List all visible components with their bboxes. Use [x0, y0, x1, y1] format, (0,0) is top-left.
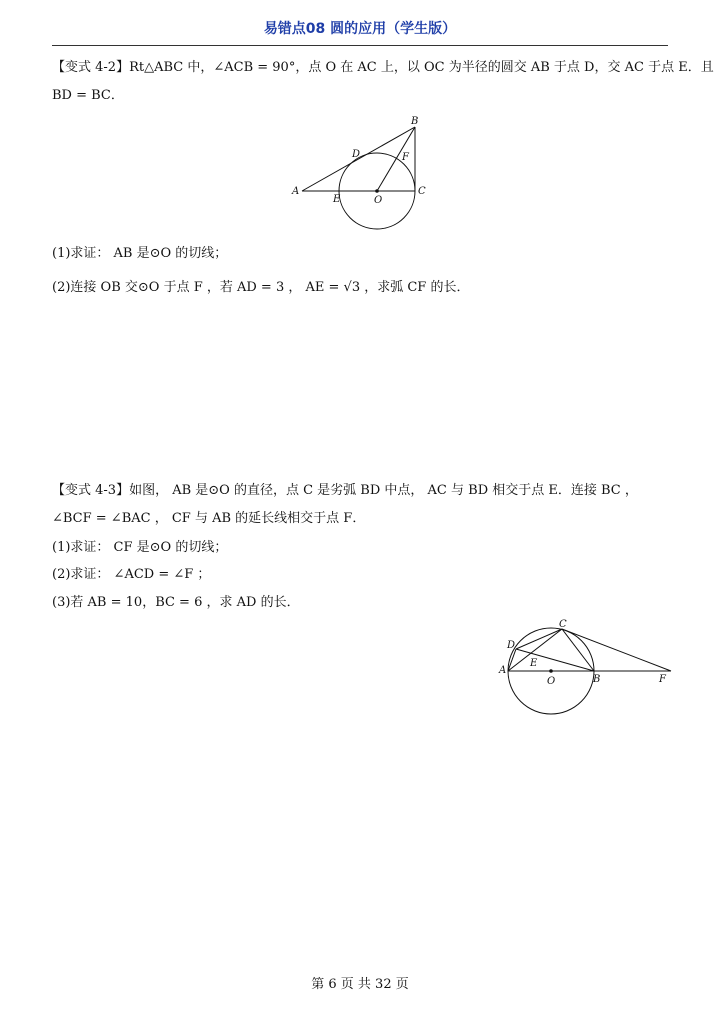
center-point-o: [375, 189, 379, 193]
label-o: O: [374, 195, 383, 206]
label-a: A: [292, 186, 300, 197]
label-d: D: [352, 149, 361, 160]
label-c: C: [559, 619, 567, 630]
problem-43-statement-line1: 【变式 4-3】如图， AB 是⊙O 的直径，点 C 是劣弧 BD 中点， AC 与 BD 相交于点 E．连接 BC ，: [52, 483, 638, 498]
label-f: F: [659, 674, 666, 685]
segment-bd: [516, 649, 594, 671]
label-f: F: [402, 152, 409, 163]
label-c: C: [418, 186, 426, 197]
label-o: O: [547, 676, 556, 687]
problem-43-question-2: (2)求证： ∠ACD = ∠F ；: [52, 567, 211, 582]
center-point-o: [549, 669, 553, 673]
page-header-title: 易错点08 圆的应用（学生版）: [263, 21, 457, 37]
problem-42-question-1: (1)求证： AB 是⊙O 的切线；: [52, 246, 228, 261]
problem-43-statement-line2: ∠BCF = ∠BAC ， CF 与 AB 的延长线相交于点 F．: [52, 511, 366, 526]
problem-42-statement-line2: BD = BC．: [52, 88, 124, 103]
problem-42-statement-line1: 【变式 4-2】Rt△ABC 中，∠ACB = 90°，点 O 在 AC 上，以 OC 为半径的圆交 AB 于点 D，交 AC 于点 E．且: [52, 60, 714, 75]
problem-42-figure: [288, 112, 438, 234]
problem-43-figure: [496, 616, 681, 720]
problem-43-question-1: (1)求证： CF 是⊙O 的切线；: [52, 540, 228, 555]
segment-ob: [377, 127, 415, 191]
label-a: A: [499, 665, 507, 676]
label-b: B: [593, 674, 601, 685]
label-e: E: [333, 194, 341, 205]
header-rule: [52, 45, 668, 46]
label-b: B: [411, 116, 419, 127]
problem-42-question-2: (2)连接 OB 交⊙O 于点 F ，若 AD = 3 ， AE = √3 ，求弧 CF 的长．: [52, 280, 470, 295]
page-footer: 第 6 页 共 32 页: [311, 977, 409, 992]
label-d: D: [507, 640, 516, 651]
label-e: E: [530, 658, 538, 669]
problem-43-question-3: (3)若 AB = 10，BC = 6 ，求 AD 的长．: [52, 595, 300, 610]
